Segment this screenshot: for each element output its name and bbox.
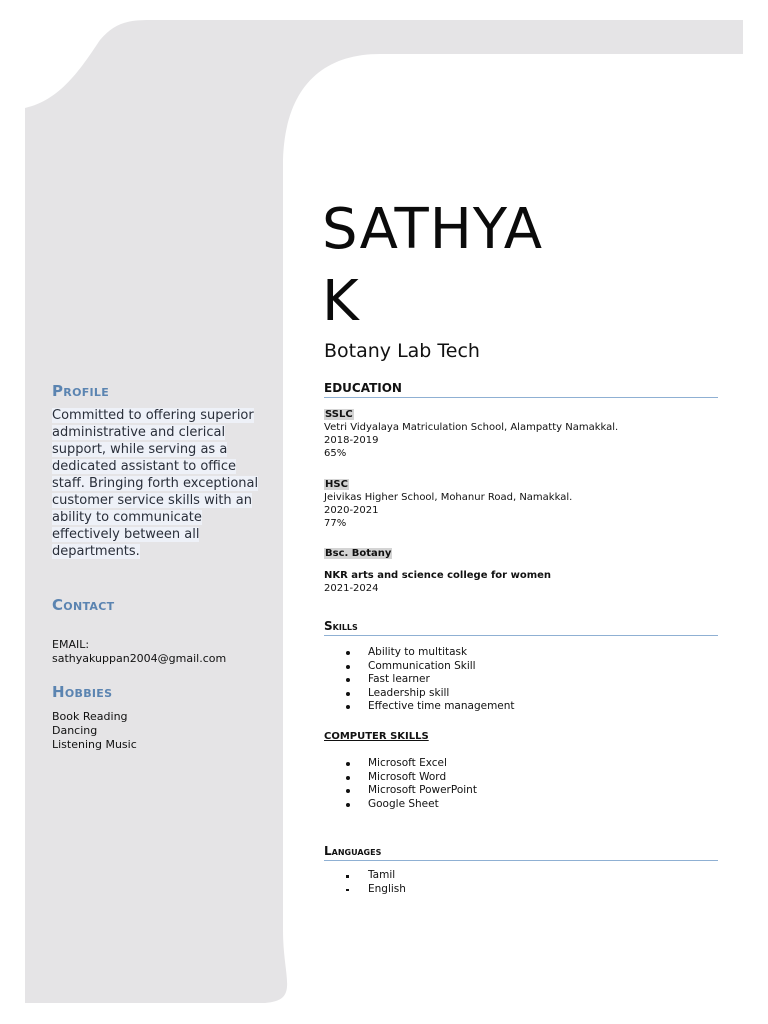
education-school: Jeivikas Higher School, Mohanur Road, Namakkal. <box>324 492 573 503</box>
hobby-item: Listening Music <box>52 738 137 751</box>
education-entry-hsc <box>324 478 572 530</box>
education-entry-degree <box>324 547 551 595</box>
contact-block <box>52 638 226 666</box>
email-value: sathyakuppan2004@gmail.com <box>52 652 227 665</box>
skill-item: Fast learner <box>342 673 515 687</box>
education-score: 65% <box>324 448 347 459</box>
education-title: HSC <box>325 479 348 490</box>
computer-skill-item: Microsoft Word <box>342 771 477 785</box>
computer-skill-item: Microsoft PowerPoint <box>342 784 477 798</box>
computer-skills-heading: COMPUTER SKILLS <box>324 731 429 742</box>
name-line-1: SATHYA <box>322 197 544 262</box>
computer-skill-item: Google Sheet <box>342 798 477 812</box>
computer-skills-list <box>342 757 477 811</box>
education-years: 2021-2024 <box>324 583 379 594</box>
skill-item: Ability to multitask <box>342 646 515 660</box>
education-title: SSLC <box>325 409 353 420</box>
education-title: Bsc. Botany <box>325 548 392 559</box>
hobbies-list <box>52 710 137 752</box>
email-label: EMAIL: <box>52 638 90 651</box>
skill-item: Communication Skill <box>342 660 515 674</box>
candidate-name <box>322 194 543 338</box>
profile-text-content: Committed to offering superior administrative and clerical support, while serving as a dedicated assistant to office staff. Bringing forth exceptional customer service skills with an ability to communicate effectively between all departments. <box>52 408 259 559</box>
education-score: 77% <box>324 518 347 529</box>
profile-text <box>52 407 264 560</box>
skills-heading: Skills <box>324 619 718 636</box>
language-item: English <box>342 883 406 897</box>
languages-list <box>342 869 406 896</box>
contact-heading: Contact <box>52 596 115 614</box>
hobby-item: Book Reading <box>52 710 128 723</box>
education-years: 2020-2021 <box>324 505 379 516</box>
hobby-item: Dancing <box>52 724 98 737</box>
hobbies-heading: Hobbies <box>52 683 113 701</box>
skill-item: Leadership skill <box>342 687 515 701</box>
education-school: Vetri Vidyalaya Matriculation School, Alampatty Namakkal. <box>324 422 619 433</box>
language-item: Tamil <box>342 869 406 883</box>
skill-item: Effective time management <box>342 700 515 714</box>
education-school: NKR arts and science college for women <box>324 570 552 581</box>
education-heading: EDUCATION <box>324 381 718 398</box>
skills-list <box>342 646 515 714</box>
job-title: Botany Lab Tech <box>324 340 480 362</box>
education-entry-sslc <box>324 408 618 460</box>
profile-heading: Profile <box>52 382 110 400</box>
education-years: 2018-2019 <box>324 435 379 446</box>
name-line-2: K <box>322 269 360 334</box>
languages-heading: Languages <box>324 844 718 861</box>
computer-skill-item: Microsoft Excel <box>342 757 477 771</box>
